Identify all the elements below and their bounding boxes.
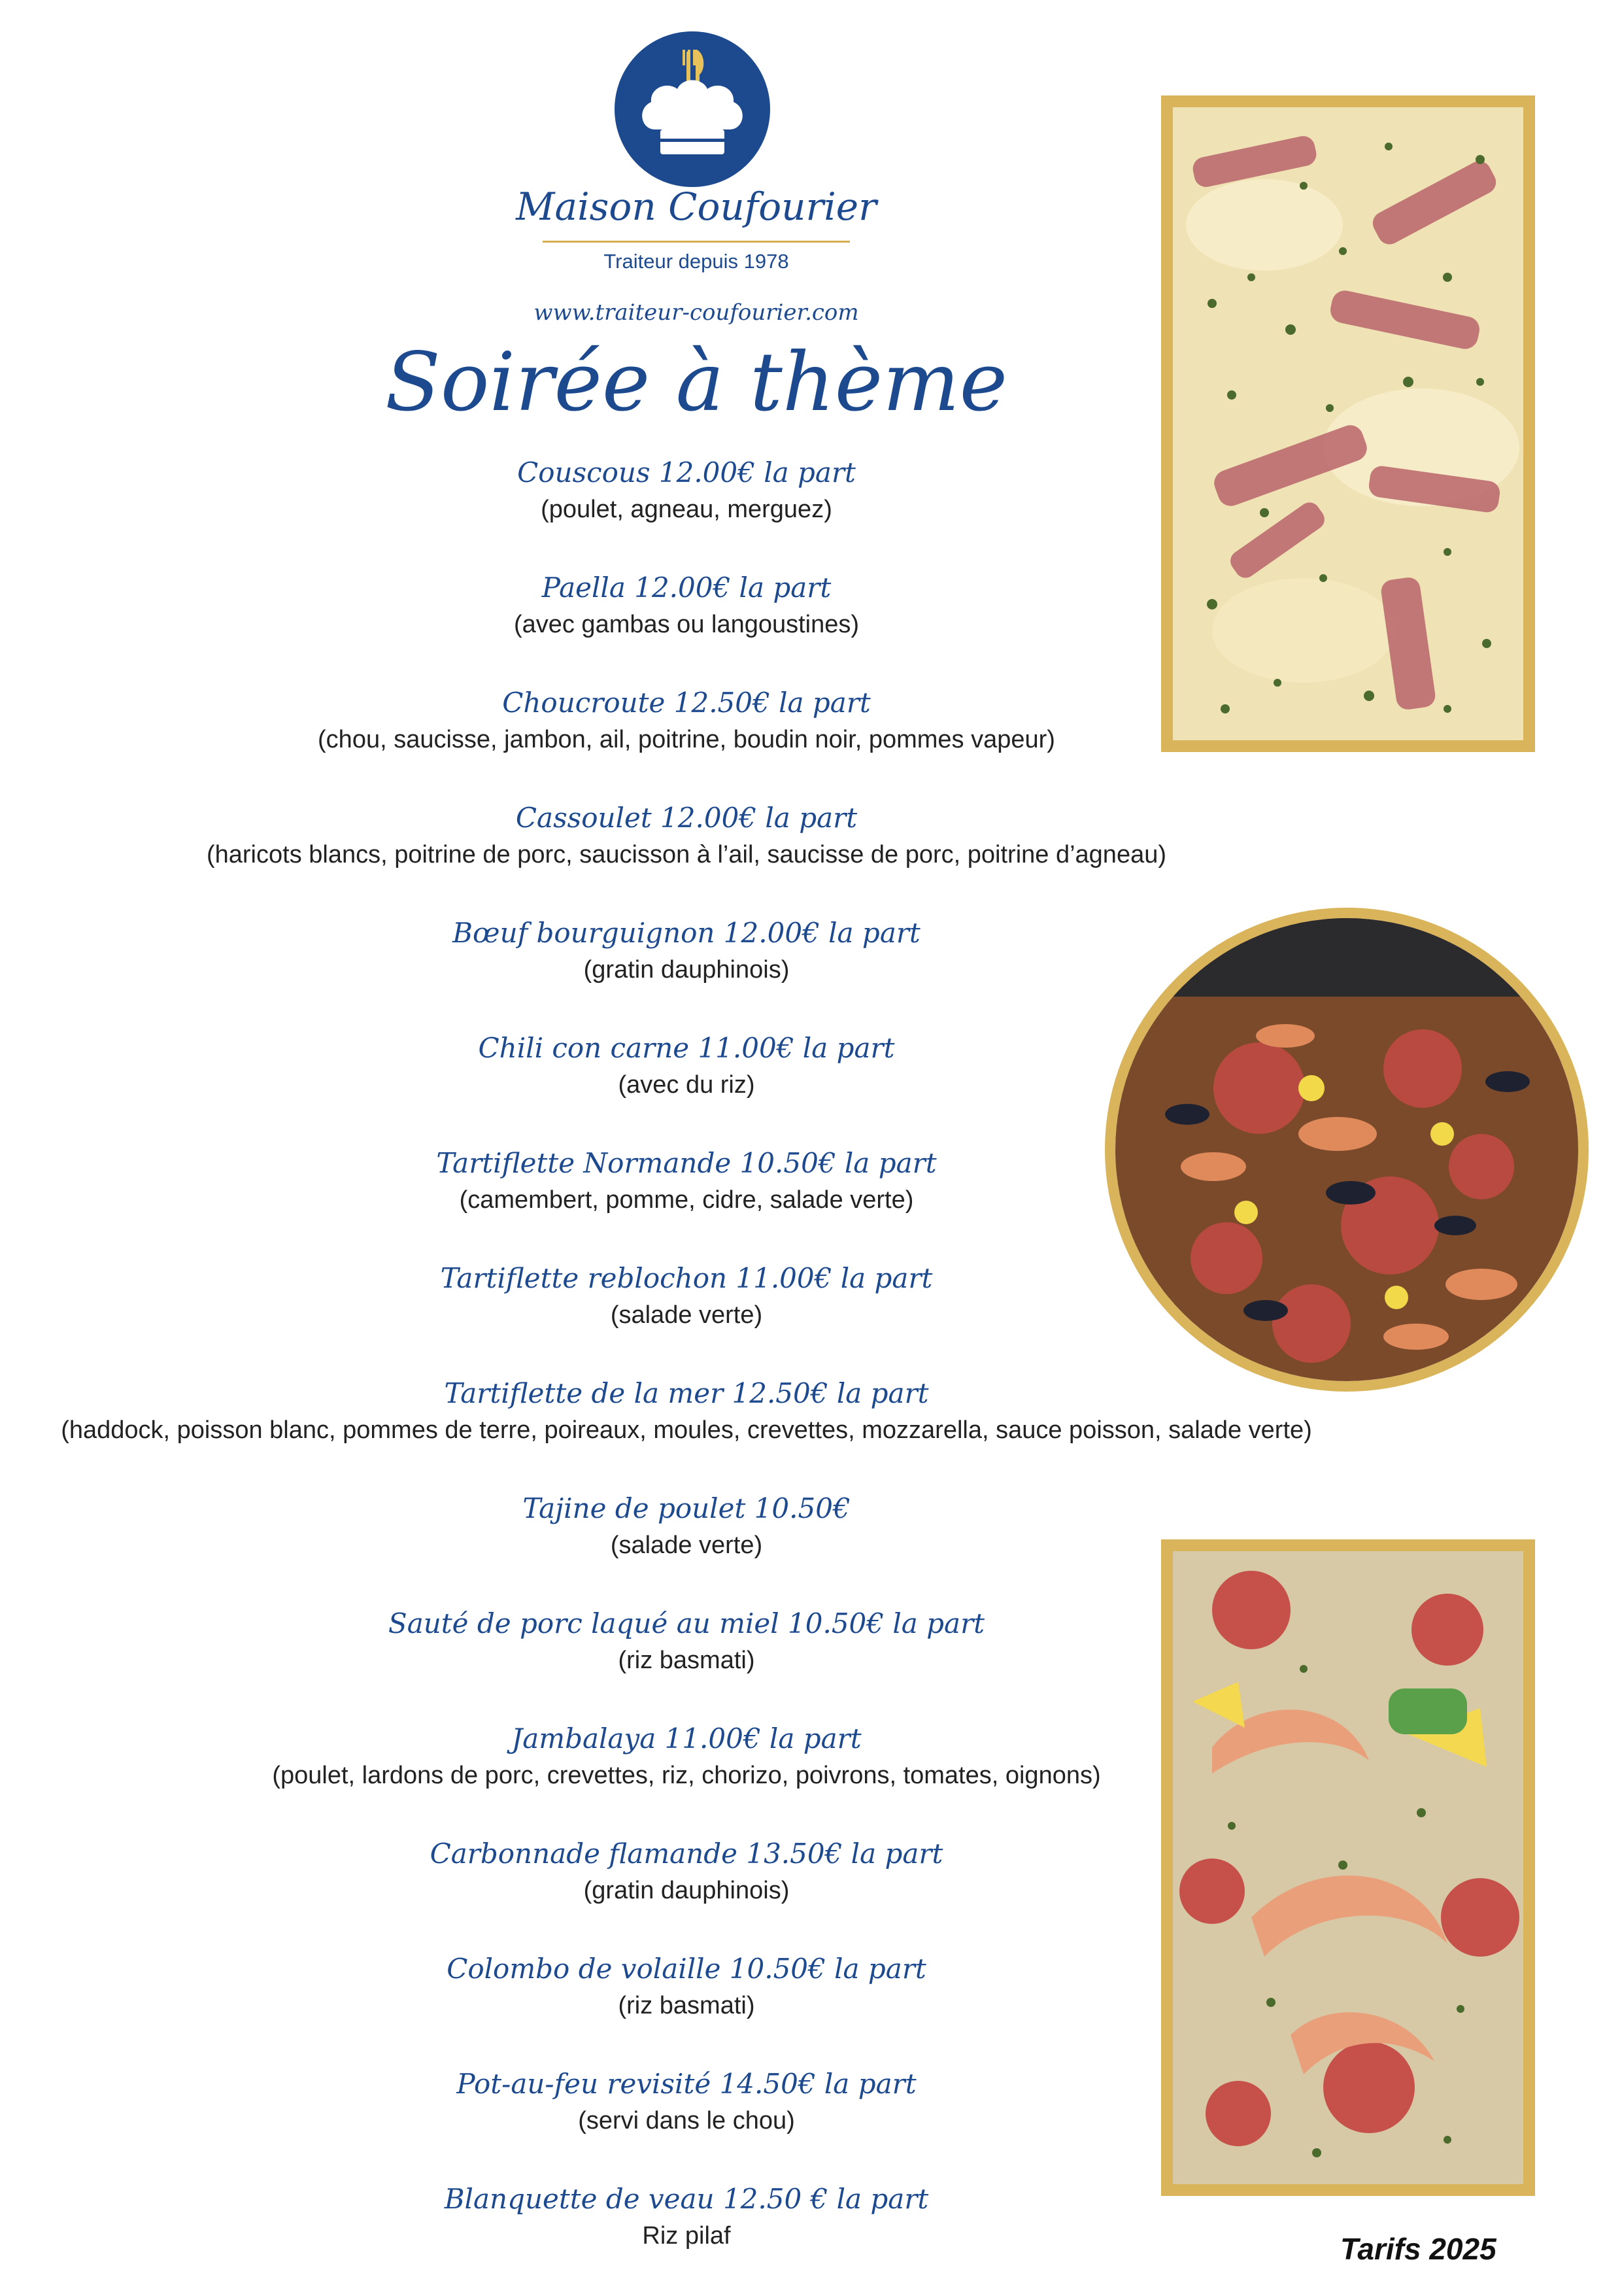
dish-name: Tartiflette reblochon 11.00€ la part (440, 1262, 933, 1294)
menu-list (20, 454, 1353, 2296)
dish-name: Choucroute 12.50€ la part (502, 687, 871, 719)
dish-description: (camembert, pomme, cidre, salade verte) (459, 1186, 914, 1214)
dish-name: Pot-au-feu revisité 14.50€ la part (456, 2068, 917, 2100)
dish-description: (salade verte) (610, 1532, 763, 1559)
dish-name: Tartiflette de la mer 12.50€ la part (444, 1377, 929, 1409)
menu-item (20, 800, 1353, 915)
dish-name: Carbonnade flamande 13.50€ la part (430, 1838, 943, 1870)
menu-item (20, 2066, 1353, 2181)
dish-name: Cassoulet 12.00€ la part (515, 802, 858, 834)
menu-item (20, 454, 1353, 570)
dish-name: Chili con carne 11.00€ la part (478, 1032, 895, 1064)
menu-item (20, 1836, 1353, 1951)
dish-name: Tartiflette Normande 10.50€ la part (436, 1147, 937, 1179)
dish-description: Riz pilaf (642, 2222, 731, 2250)
dish-description: (poulet, agneau, merguez) (541, 496, 832, 523)
page-title: Soirée à thème (384, 335, 1008, 430)
dish-description: (chou, saucisse, jambon, ail, poitrine, boudin noir, pommes vapeur) (318, 726, 1055, 753)
dish-name: Couscous 12.00€ la part (517, 456, 856, 488)
dish-description: (avec du riz) (618, 1071, 755, 1099)
dish-description: (riz basmati) (618, 1647, 755, 1674)
website-link[interactable]: www.traiteur-coufourier.com (533, 300, 859, 326)
dish-description: (riz basmati) (618, 1992, 755, 2019)
dish-description: (haddock, poisson blanc, pommes de terre, poireaux, moules, crevettes, mozzarella, sauce poisson, salade verte) (61, 1416, 1312, 1444)
food-photo-middle (1105, 908, 1589, 1392)
food-photo-top (1161, 95, 1535, 752)
dish-name: Jambalaya 11.00€ la part (511, 1722, 862, 1755)
menu-item (20, 1605, 1353, 1721)
pricing-year-note: Tarifs 2025 (1340, 2232, 1496, 2266)
brand-name: Maison Coufourier (516, 184, 877, 229)
dish-description: (servi dans le chou) (578, 2107, 795, 2134)
brand-divider (543, 241, 850, 243)
dish-name: Blanquette de veau 12.50 € la part (444, 2183, 929, 2215)
dish-name: Colombo de volaille 10.50€ la part (447, 1953, 926, 1985)
dish-description: (avec gambas ou langoustines) (513, 611, 860, 638)
dish-description: (poulet, lardons de porc, crevettes, riz, chorizo, poivrons, tomates, oignons) (272, 1762, 1101, 1789)
dish-description: (gratin dauphinois) (583, 956, 790, 984)
dish-name: Bœuf bourguignon 12.00€ la part (452, 917, 921, 949)
brand-tagline: Traiteur depuis 1978 (603, 250, 789, 273)
dish-name: Paella 12.00€ la part (541, 572, 832, 604)
dish-description: (gratin dauphinois) (583, 1877, 790, 1904)
menu-item (20, 1490, 1353, 1605)
logo-emblem (615, 31, 770, 187)
chef-hat-icon (615, 31, 770, 187)
menu-item (20, 1375, 1353, 1490)
dish-description: (salade verte) (610, 1301, 763, 1329)
dish-name: Sauté de porc laqué au miel 10.50€ la part (388, 1607, 985, 1639)
menu-item (20, 2181, 1353, 2296)
menu-item (20, 1951, 1353, 2066)
menu-item (20, 570, 1353, 685)
menu-item (20, 685, 1353, 800)
menu-item (20, 1721, 1353, 1836)
dish-name: Tajine de poulet 10.50€ (522, 1492, 851, 1524)
food-photo-bottom (1161, 1539, 1535, 2196)
dish-description: (haricots blancs, poitrine de porc, saucisson à l’ail, saucisse de porc, poitrine d’agneau) (206, 841, 1166, 868)
